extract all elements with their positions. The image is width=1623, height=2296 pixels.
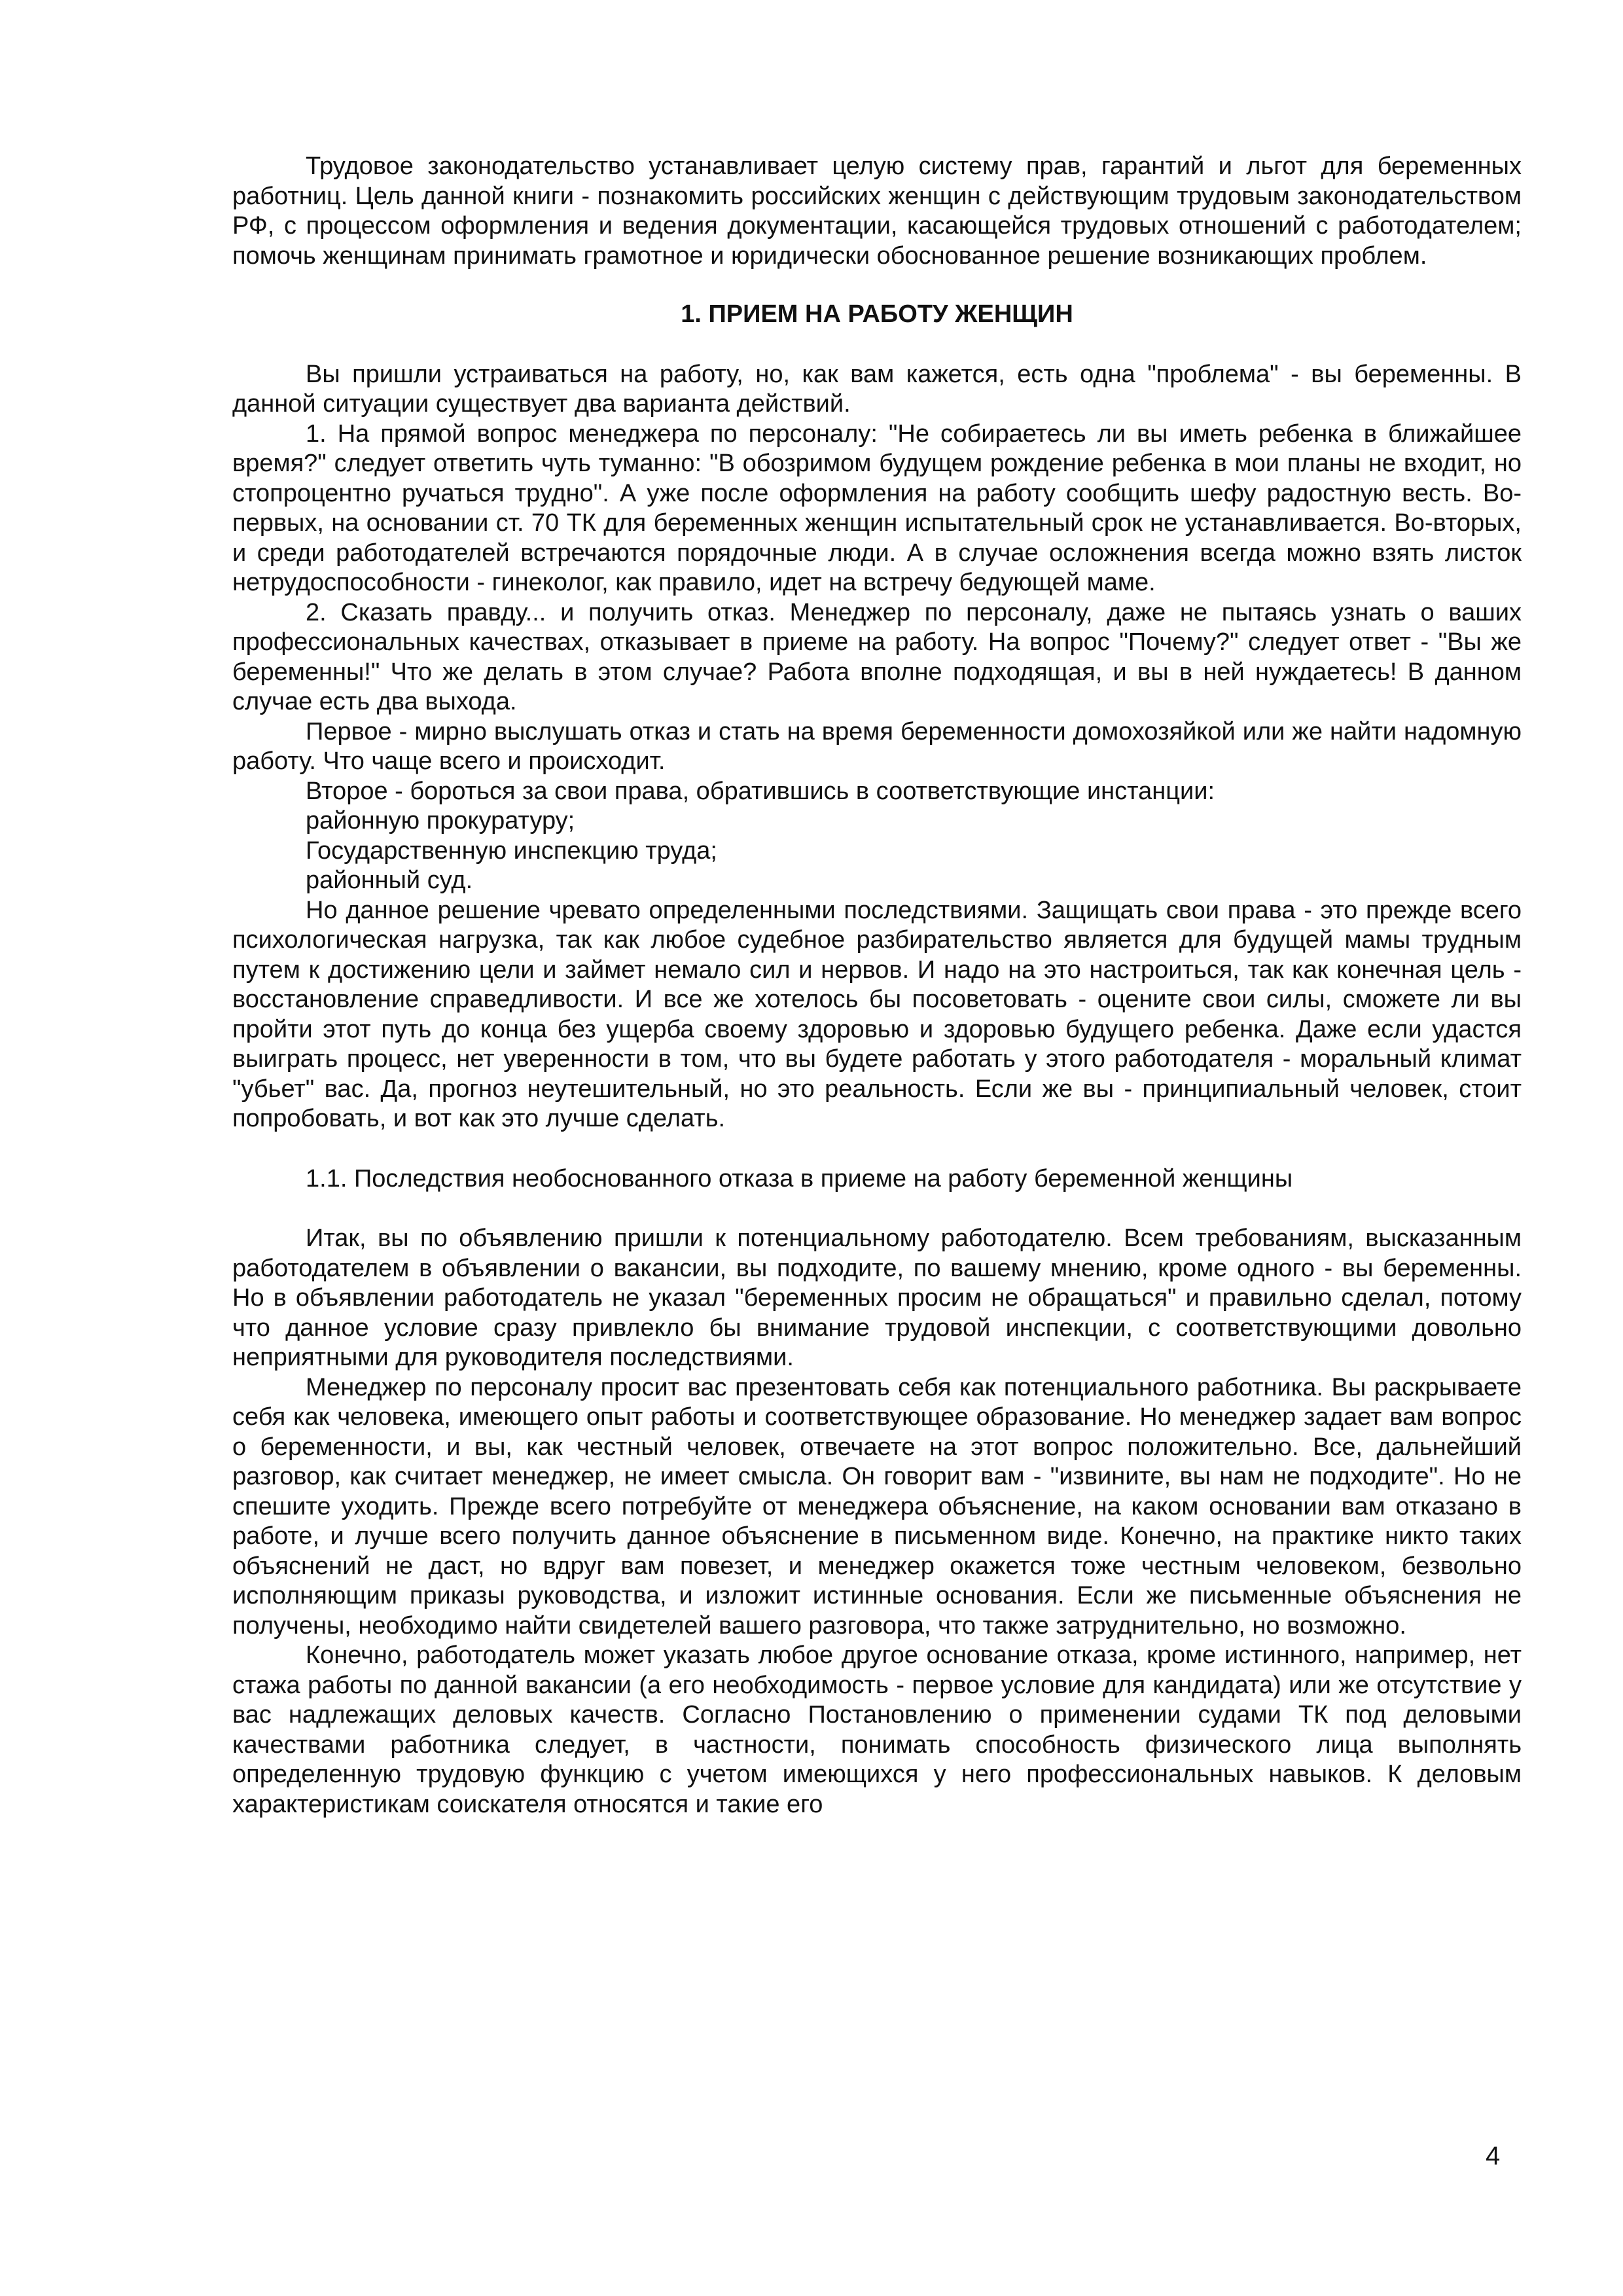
section-title: 1. ПРИЕМ НА РАБОТУ ЖЕНЩИН — [681, 300, 1073, 328]
list-item: районную прокуратуру; — [306, 807, 575, 834]
intro-paragraph: Трудовое законодательство устанавливает целую систему прав, гарантий и льгот для беременных работниц. Цель данной книги - познакомить российских женщин с действующим трудовым законодательством РФ, с процессом оформления и ведения документации, касающейся трудовых отношений с работодателем; помочь женщинам принимать грамотное и юридически обоснованное решение возникающих проблем. — [232, 152, 1522, 270]
paragraph: Вы пришли устраиваться на работу, но, как вам кажется, есть одна "проблема" - вы беременны. В данной ситуации существует два варианта действий. — [232, 360, 1522, 418]
paragraph: Но данное решение чревато определенными последствиями. Защищать свои права - это прежде всего психологическая нагрузка, так как любое судебное разбирательство является для будущей мамы трудным путем к достижению цели и займет немало сил и нервов. И надо на это настроиться, так как конечная цель - восстановление справедливости. И все же хотелось бы посоветовать - оцените свои силы, сможете ли вы пройти этот путь до конца без ущерба своему здоровью и здоровью будущего ребенка. Даже если удастся выиграть процесс, нет уверенности в том, что вы будете работать у этого работодателя - моральный климат "убьет" вас. Да, прогноз неутешительный, но это реальность. Если же вы - принципиальный человек, стоит попробовать, и вот как это лучше сделать. — [232, 896, 1522, 1132]
paragraph: Второе - бороться за свои права, обратившись в соответствующие инстанции: — [306, 777, 1215, 805]
document-page — [232, 152, 1522, 1820]
page-number: 4 — [1486, 2142, 1501, 2170]
paragraph: 2. Сказать правду... и получить отказ. Менеджер по персоналу, даже не пытаясь узнать о ваших профессиональных качествах, отказывает в приеме на работу. На вопрос "Почему?" следует ответ - "Вы же беременны!" Что же делать в этом случае? Работа вполне подходящая, и вы в ней нуждаетесь! В данном случае есть два выхода. — [232, 598, 1522, 715]
subsection-title: 1.1. Последствия необоснованного отказа в приеме на работу беременной женщины — [306, 1164, 1293, 1193]
list-item: районный суд. — [306, 867, 473, 894]
paragraph: 1. На прямой вопрос менеджера по персоналу: "Не собираетесь ли вы иметь ребенка в ближайшее время?" следует ответить чуть туманно: "В обозримом будущем рождение ребенка в мои планы не входит, но стопроцентно ручаться трудно". А уже после оформления на работу сообщить шефу радостную весть. Во-первых, на основании ст. 70 ТК для беременных женщин испытательный срок не устанавливается. Во-вторых, и среди работодателей встречаются порядочные люди. А в случае осложнения всегда можно взять листок нетрудоспособности - гинеколог, как правило, идет на встречу бедующей маме. — [232, 420, 1522, 596]
list-item: Государственную инспекцию труда; — [306, 836, 717, 865]
paragraph: Конечно, работодатель может указать любое другое основание отказа, кроме истинного, например, нет стажа работы по данной вакансии (а его необходимость - первое условие для кандидата) или же отсутствие у вас надлежащих деловых качеств. Согласно Постановлению о применении судами ТК под деловыми качествами работника следует, в частности, понимать способность физического лица выполнять определенную трудовую функцию с учетом имеющихся у него профессиональных навыков. К деловым характеристикам соискателя относятся и такие его — [232, 1641, 1522, 1818]
paragraph: Менеджер по персоналу просит вас презентовать себя как потенциального работника. Вы раскрываете себя как человека, имеющего опыт работы и соответствующее образование. Но менеджер задает вам вопрос о беременности, и вы, как честный человек, отвечаете на этот вопрос положительно. Все, дальнейший разговор, как считает менеджер, не имеет смысла. Он говорит вам - "извините, вы нам не подходите". Но не спешите уходить. Прежде всего потребуйте от менеджера объяснение, на каком основании вам отказано в работе, и лучше всего получить данное объяснение в письменном виде. Конечно, на практике никто таких объяснений не даст, но вдруг вам повезет, и менеджер окажется тоже честным человеком, безвольно исполняющим приказы руководства, и изложит истинные основания. Если же письменные объяснения не получены, необходимо найти свидетелей вашего разговора, что также затруднительно, но возможно. — [232, 1373, 1522, 1640]
paragraph: Первое - мирно выслушать отказ и стать на время беременности домохозяйкой или же найти надомную работу. Что чаще всего и происходит. — [232, 717, 1522, 775]
paragraph: Итак, вы по объявлению пришли к потенциальному работодателю. Всем требованиям, высказанным работодателем в объявлении о вакансии, вы подходите, по вашему мнению, кроме одного - вы беременны. Но в объявлении работодатель не указал "беременных просим не обращаться" и правильно сделал, потому что данное условие сразу привлекло бы внимание трудовой инспекции, с соответствующими довольно неприятными для руководителя последствиями. — [232, 1225, 1522, 1371]
